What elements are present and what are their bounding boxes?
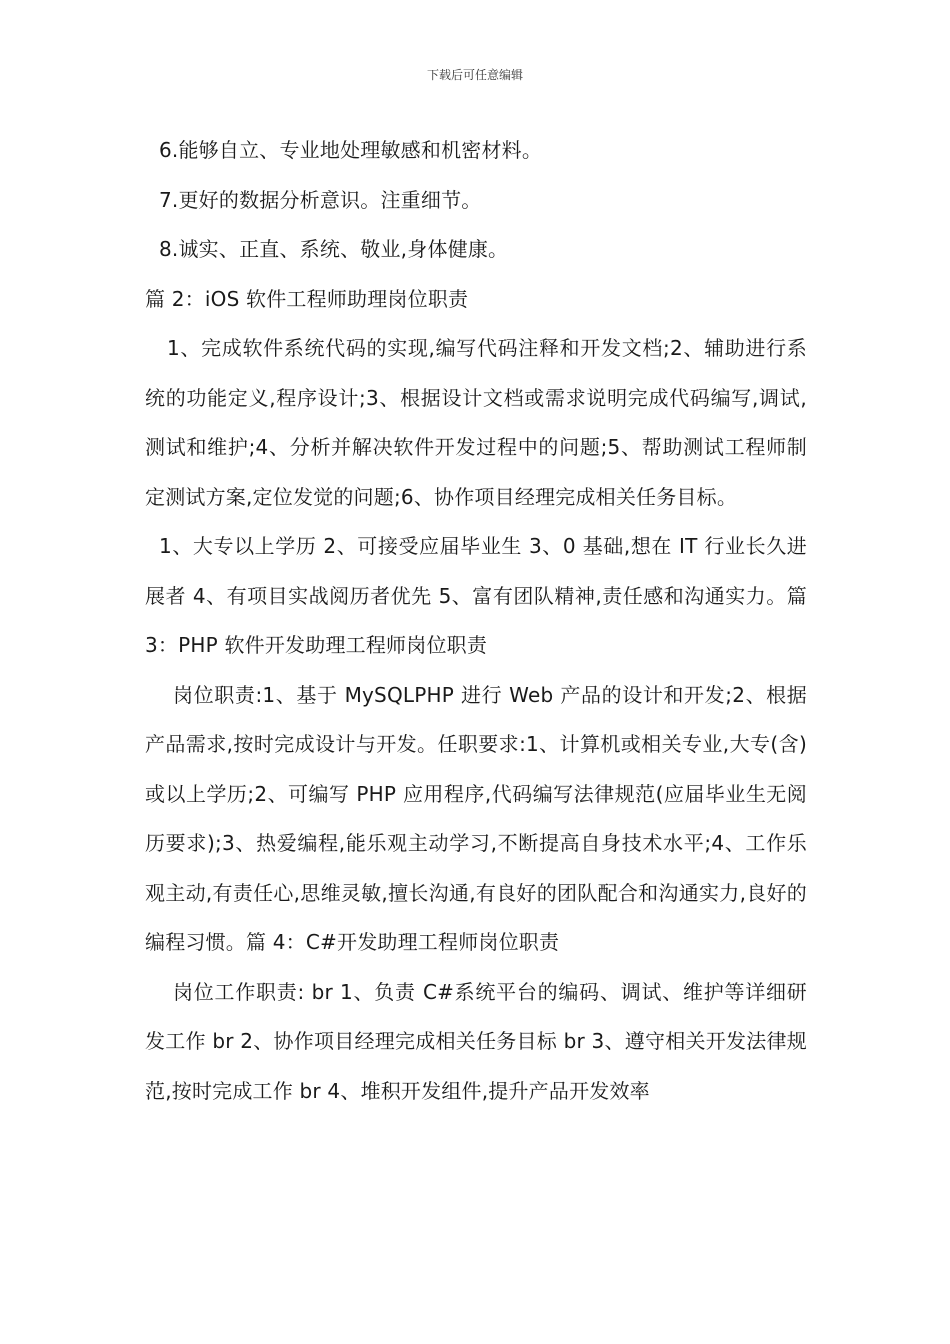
section-heading-2: 篇 2：iOS 软件工程师助理岗位职责 xyxy=(145,286,469,311)
paragraph-ios-requirements: 1、大专以上学历 2、可接受应届毕业生 3、0 基础,想在 IT 行业长久进展者 4、有项目实战阅历者优先 5、富有团队精神,责任感和沟通实力。篇 3：PHP 软件开发助理工程师岗位职责 xyxy=(145,534,807,657)
paragraph-ios-duties: 1、完成软件系统代码的实现,编写代码注释和开发文档;2、辅助进行系统的功能定义,程序设计;3、根据设计文档或需求说明完成代码编写,调试,测试和维护;4、分析并解决软件开发过程中的问题;5、帮助测试工程师制定测试方案,定位发觉的问题;6、协作项目经理完成相关任务目标。 xyxy=(145,336,807,509)
paragraph-item-7: 7.更好的数据分析意识。注重细节。 xyxy=(159,187,482,212)
page-header: 下载后可任意编辑 xyxy=(426,68,523,82)
paragraph-item-6: 6.能够自立、专业地处理敏感和机密材料。 xyxy=(159,138,543,162)
document-body xyxy=(145,126,807,1116)
paragraph-php-duties: 岗位职责:1、基于 MySQLPHP 进行 Web 产品的设计和开发;2、根据产品需求,按时完成设计与开发。任职要求:1、计算机或相关专业,大专(含)或以上学历;2、可编写 PHP 应用程序,代码编写法律规范(应届毕业生无阅历要求);3、热爱编程,能乐观主动学习,不断提高自身技术水平;4、工作乐观主动,有责任心,思维灵敏,擅长沟通,有良好的团队配合和沟通实力,良好的编程习惯。篇 4：C#开发助理工程师岗位职责 xyxy=(145,682,807,954)
paragraph-item-8: 8.诚实、正直、系统、敬业,身体健康。 xyxy=(159,237,509,261)
paragraph-csharp-duties: 岗位工作职责: br 1、负责 C#系统平台的编码、调试、维护等详细研发工作 br 2、协作项目经理完成相关任务目标 br 3、遵守相关开发法律规范,按时完成工作 br 4、堆积开发组件,提升产品开发效率 xyxy=(145,979,807,1103)
